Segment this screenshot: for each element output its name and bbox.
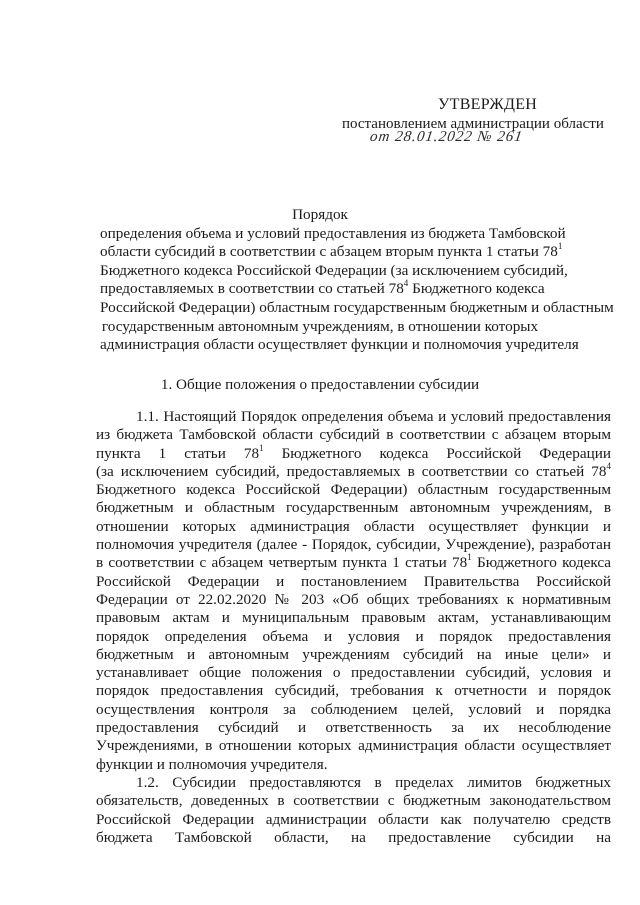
paragraph-line: осуществления контроля за соблюдением целей, условий и порядка (96, 700, 611, 718)
paragraph-line: функции и полномочия учредителя. (96, 755, 328, 773)
paragraph-line: Российской Федерации и постановлением Правительства Российской (96, 572, 611, 590)
paragraph-line: предоставления субсидий и ответственность за их несоблюдение (96, 719, 611, 737)
paragraph-line: (за исключением субсидий, предоставляемых в соответствии со статьей $78^4$ (96, 460, 611, 480)
paragraph-line: из бюджета Тамбовской области субсидий в соответствии с абзацем вторым (96, 426, 611, 444)
paragraph-line: порядок предоставления субсидий, требования к отчетности и порядок (96, 682, 611, 700)
paragraph-line: Федерации от 22.02.2020 № 203 «Об общих требованиях к нормативным (96, 590, 611, 608)
paragraph-line: устанавливает общие положения о предоставлении субсидий, условия и (96, 664, 611, 682)
paragraph-line: отношении которых администрация области осуществляет функции и (96, 517, 611, 535)
paragraph-line: бюджетным и автономным учреждениям субсидий на иные цели» и (96, 645, 611, 663)
paragraph-line: в соответствии с абзацем четвертым пункта 1 статьи $78^1$ Бюджетного кодекса (96, 552, 611, 572)
title-line: области субсидий в соответствии с абзацем вторым пункта 1 статьи $78^1$ (100, 241, 563, 261)
paragraph-line: бюджетным и областным государственным автономным учреждениям, в (96, 499, 611, 517)
title-line: администрация области осуществляет функции и полномочия учредителя (100, 336, 579, 354)
paragraph-line: Российской Федерации администрации области как получателю средств (96, 810, 611, 828)
paragraph-line: Бюджетного кодекса Российской Федерации) областным государственным (96, 481, 611, 499)
handwritten-date-number: от 28.01.2022 № 261 (368, 129, 524, 145)
title-line: государственным автономным учреждениям, в отношении которых (101, 317, 539, 335)
section-heading: 1. Общие положения о предоставлении субсидии (160, 376, 480, 393)
paragraph-line: обязательств, доведенных в соответствии с бюджетным законодательством (96, 792, 611, 810)
paragraph-line: 1.1. Настоящий Порядок определения объема и условий предоставления (136, 408, 611, 425)
paragraph-line: 1.2. Субсидии предоставляются в пределах лимитов бюджетных (136, 773, 611, 791)
title-line: Порядок (292, 206, 348, 223)
approval-by-line: постановлением администрации области (342, 116, 604, 132)
paragraph-line: правовым актам и муниципальным правовым актам, устанавливающим (96, 609, 611, 627)
title-line: определения объема и условий предоставления из бюджета Тамбовской (100, 224, 566, 242)
title-line: Бюджетного кодекса Российской Федерации (за исключением субсидий, (100, 261, 568, 279)
paragraph-line: полномочия учредителя (далее - Порядок, субсидии, Учреждение), разработан (96, 536, 611, 554)
paragraph-line: бюджета Тамбовской области, на предоставление субсидии на (96, 828, 611, 846)
body-text (96, 408, 611, 847)
paragraph-line: Учреждениями, в отношении которых администрация области осуществляет (96, 737, 611, 755)
approval-heading: УТВЕРЖДЕН (438, 96, 538, 113)
paragraph-line: порядок определения объема и условия и порядок предоставления (96, 627, 611, 645)
document-title (100, 206, 614, 355)
title-line: Российской Федерации) областным государственным бюджетным и областным (100, 298, 614, 316)
paragraph-line: пункта 1 статьи $78^1$ Бюджетного кодекса Российской Федерации (96, 442, 611, 462)
title-line: предоставляемых в соответствии со статьей $78^4$ Бюджетного кодекса (100, 278, 545, 298)
